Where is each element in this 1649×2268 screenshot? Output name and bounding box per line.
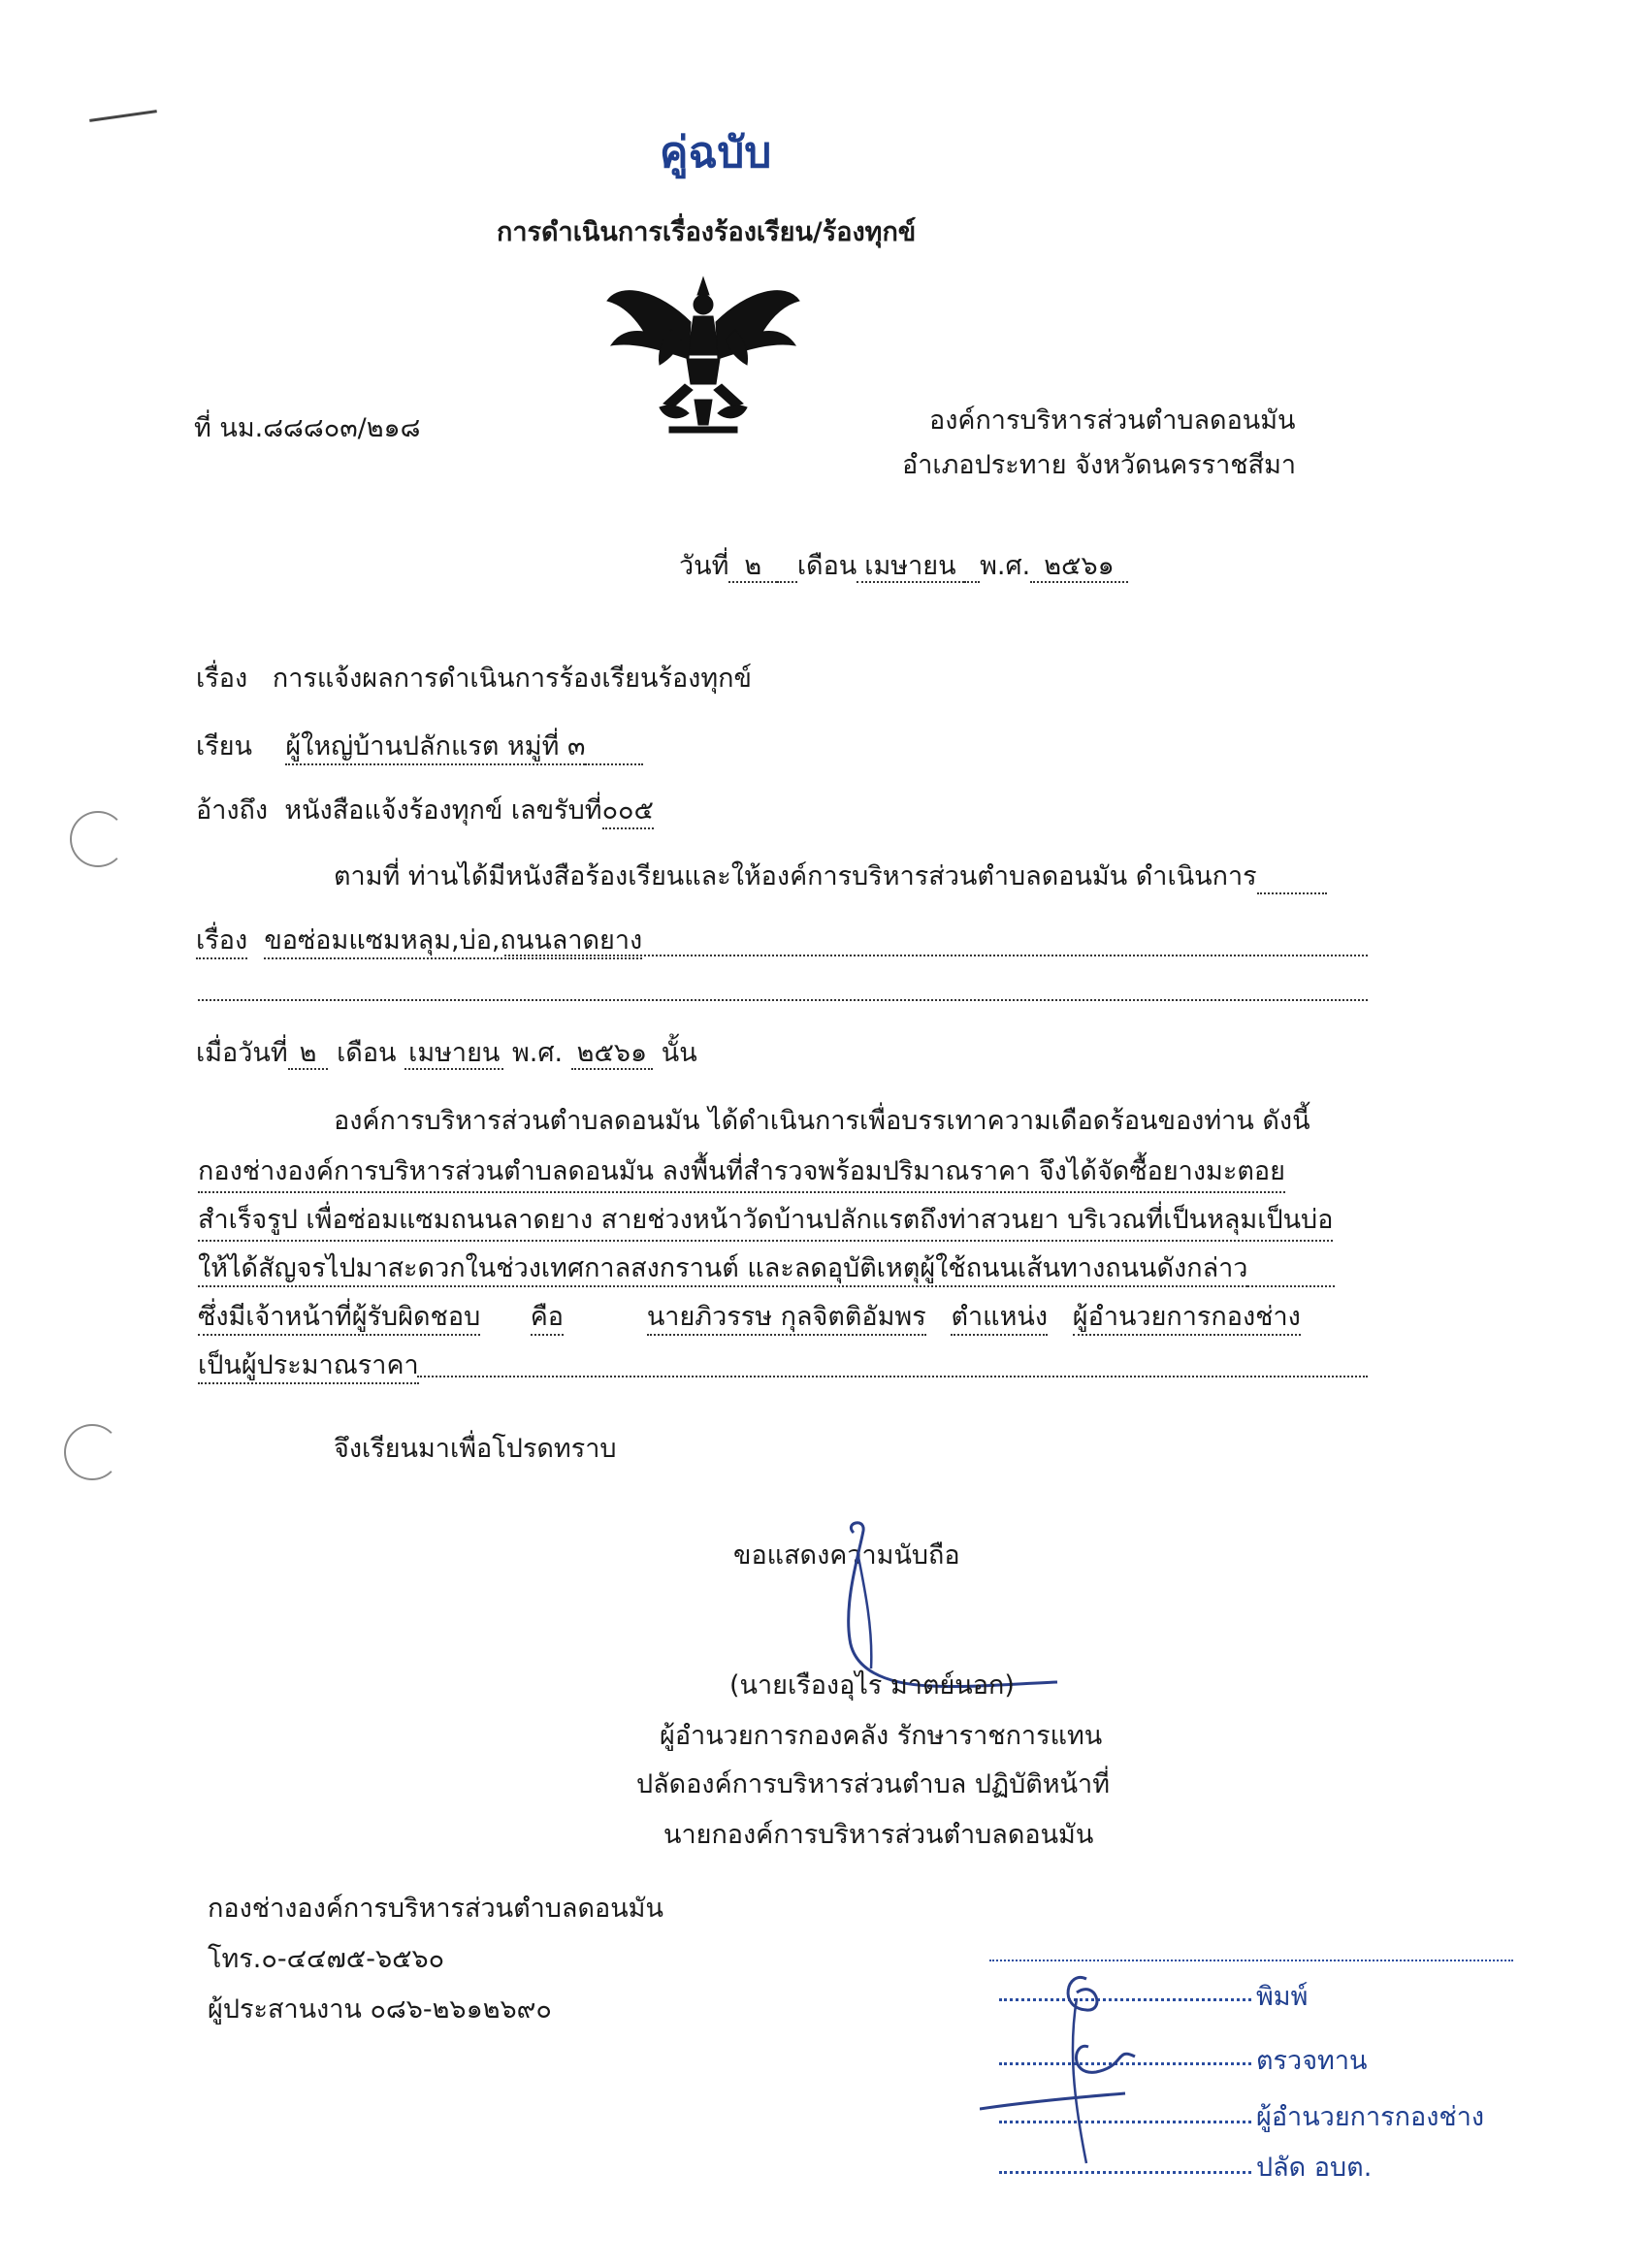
body-para2-line5: ซึ่งมีเจ้าหน้าที่ผู้รับผิดชอบ คือ นายภิวรรษ กุลจิตติอัมพร ตำแหน่ง ผู้อำนวยการกองช่าง [198,1300,1301,1335]
footer-telephone: โทร.๐-๔๔๗๕-๖๕๖๐ [208,1944,445,1974]
recipient-label: เรียน [196,731,253,761]
scan-mark [89,110,157,122]
stamp-initials [980,1940,1174,2183]
subject-line [196,662,752,697]
body-matter-text: ขอซ่อมแซมหลุม,บ่อ,ถนนลาดยาง [264,925,642,959]
signer-name: (นายเรืองอุไร มาตย์นอก) [729,1670,1015,1701]
regards-line: ขอแสดงความนับถือ [733,1540,960,1571]
signer-title-1: ผู้อำนวยการกองคลัง รักษาราชการแทน [660,1721,1103,1751]
approval-stamp [980,1950,1523,2183]
closing-line: จึงเรียนมาเพื่อโปรดทราบ [334,1434,617,1464]
body-para2-line2: กองช่างองค์การบริหารส่วนตำบลดอนมัน ลงพื้นที่สำรวจพร้อมปริมาณราคา จึงได้จัดซื้อยางมะตอย [198,1154,1285,1193]
recipient-text: ผู้ใหญ่บ้านปลักแรต หมู่ที่ ๓ [285,731,585,765]
org-name: องค์การบริหารส่วนตำบลดอนมัน [929,405,1296,436]
body-para2-line3: สำเร็จรูป เพื่อซ่อมแซมถนนลาดยาง สายช่วงหน้าวัดบ้านปลักแรตถึงท่าสวนยา บริเวณที่เป็นหลุมเป็นบ่อ [198,1203,1333,1242]
date-year: ๒๕๖๑ [1044,551,1115,581]
signer-title-2: ปลัดองค์การบริหารส่วนตำบล ปฏิบัติหน้าที่ [636,1769,1111,1799]
body-matter [196,923,642,958]
subject-text: การแจ้งผลการดำเนินการร้องเรียนร้องทุกข์ [272,664,752,694]
page-heading: การดำเนินการเรื่องร้องเรียน/ร้องทุกข์ [497,217,917,247]
reference-line [196,794,654,828]
recipient-line [196,729,643,765]
date-day: ๒ [744,551,762,581]
stamp-line-1: พิมพ์ [1256,1982,1309,2012]
org-district: อำเภอประทาย จังหวัดนครราชสีมา [902,450,1297,480]
garuda-emblem-icon [601,272,805,437]
stamp-line-2: ตรวจทาน [1256,2046,1368,2076]
signer-title-3: นายกองค์การบริหารส่วนตำบลดอนมัน [663,1820,1094,1850]
date-day-label: วันที่ [679,551,729,581]
body-intro: ตามที่ ท่านได้มีหนังสือร้องเรียนและให้องค์การบริหารส่วนตำบลดอนมัน ดำเนินการ [334,859,1327,894]
footer-department: กองช่างองค์การบริหารส่วนตำบลดอนมัน [208,1894,663,1924]
subject-label: เรื่อง [196,664,248,694]
blank-line [417,1376,1368,1377]
stamp-line-3: ผู้อำนวยการกองช่าง [1256,2102,1485,2132]
reference-text: หนังสือแจ้งร้องทุกข์ เลขรับที่ [284,795,602,826]
body-para2-line4: ให้ได้สัญจรไปมาสะดวกในช่วงเทศกาลสงกรานต์ และลดอุบัติเหตุผู้ใช้ถนนเส้นทางถนนดังกล่าว [198,1251,1335,1287]
body-para2-line1: องค์การบริหารส่วนตำบลดอนมัน ได้ดำเนินการเพื่อบรรเทาความเดือดร้อนของท่าน ดังนี้ [334,1106,1310,1136]
reference-number: ที่ นม.๘๘๘๐๓/๒๑๘ [194,413,421,443]
date-month-label: เดือน [796,551,857,581]
punch-hole-bottom [64,1424,120,1480]
reference-receipt-no: ๐๐๕ [602,795,654,829]
stamp-line-4: ปลัด อบต. [1256,2153,1373,2183]
date-line [679,549,1128,584]
body-when: เมื่อวันที่ ๒ เดือน เมษายน พ.ศ. ๒๕๖๑ นั้น [196,1038,697,1068]
blank-line [198,999,1368,1001]
blank-line [504,955,1368,956]
body-matter-label: เรื่อง [196,925,247,959]
punch-hole-top [70,811,126,867]
copy-stamp: คู่ฉบับ [660,128,772,178]
body-para2-line6: เป็นผู้ประมาณราคา [198,1348,419,1383]
reference-label: อ้างถึง [196,795,269,826]
date-month: เมษายน [864,551,956,581]
date-year-label: พ.ศ. [980,551,1031,581]
footer-coordinator: ผู้ประสานงาน ๐๘๖-๒๖๑๒๖๙๐ [208,1994,552,2025]
